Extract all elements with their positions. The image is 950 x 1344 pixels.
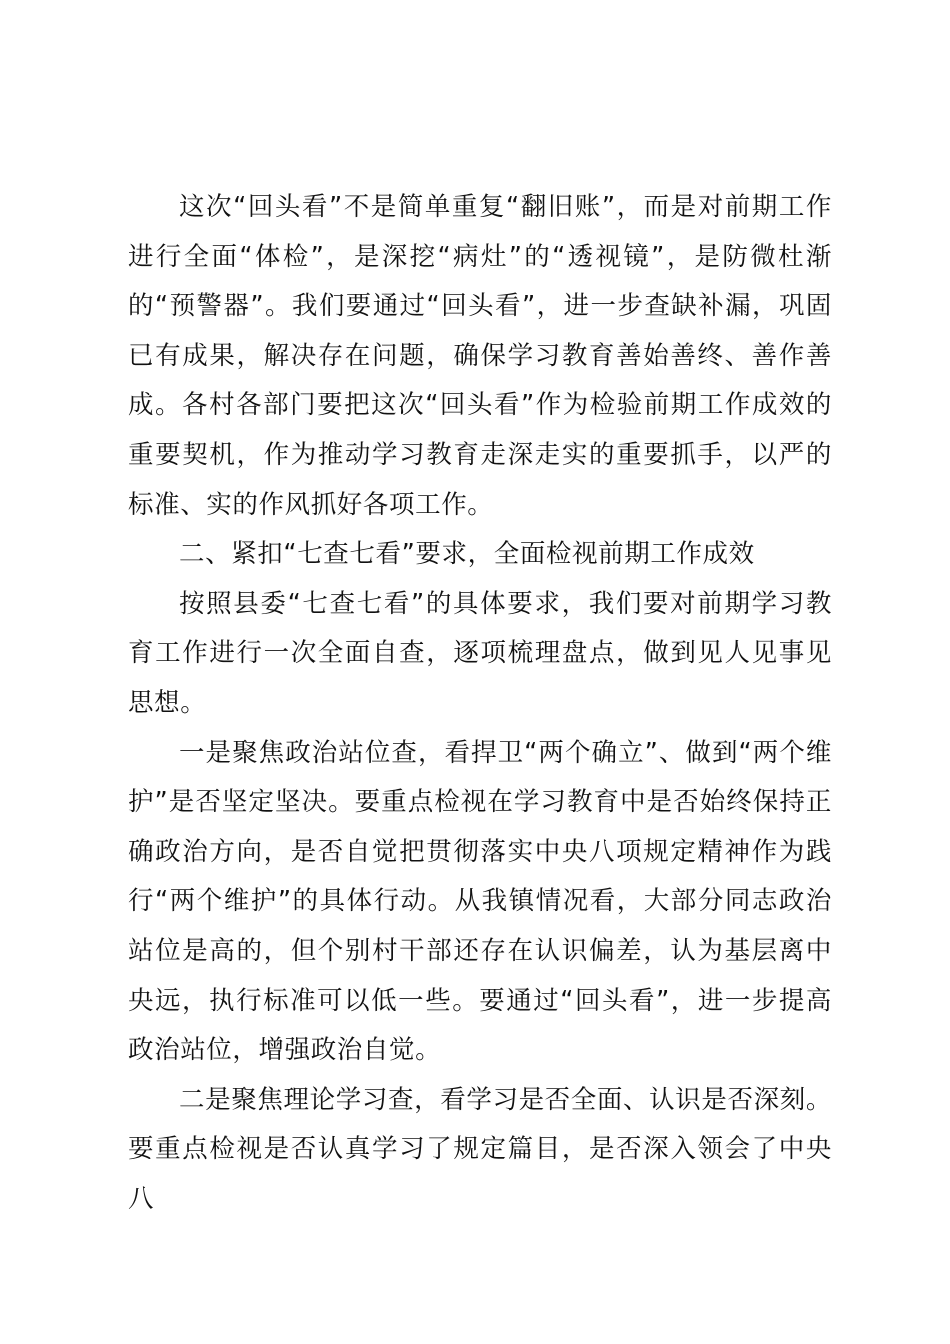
- paragraph-review-purpose: 这次“回头看”不是简单重复“翻旧账”，而是对前期工作进行全面“体检”，是深挖“病灶”的“透视镜”，是防微杜渐的“预警器”。我们要通过“回头看”，进一步查缺补漏，巩固已有成果，解决存在问题，确保学习教育善始善终、善作善成。各村各部门要把这次“回头看”作为检验前期工作成效的重要契机，作为推动学习教育走深走实的重要抓手，以严的标准、实的作风抓好各项工作。: [128, 192, 832, 520]
- section-heading-seven-checks: 二、紧扣“七查七看”要求，全面检视前期工作成效: [179, 539, 755, 570]
- paragraph-self-check-requirement: 按照县委“七查七看”的具体要求，我们要对前期学习教育工作进行一次全面自查，逐项梳理盘点，做到见人见事见思想。: [128, 588, 832, 718]
- paragraph-theory-study-check: 二是聚焦理论学习查，看学习是否全面、认识是否深刻。要重点检视是否认真学习了规定篇目，是否深入领会了中央八: [128, 1084, 832, 1214]
- paragraph-political-stance-check: 一是聚焦政治站位查，看捍卫“两个确立”、做到“两个维护”是否坚定坚决。要重点检视在学习教育中是否始终保持正确政治方向，是否自觉把贯彻落实中央八项规定精神作为践行“两个维护”的具体行动。从我镇情况看，大部分同志政治站位是高的，但个别村干部还存在认识偏差，认为基层离中央远，执行标准可以低一些。要通过“回头看”，进一步提高政治站位，增强政治自觉。: [128, 737, 832, 1066]
- document-body: [128, 183, 832, 1224]
